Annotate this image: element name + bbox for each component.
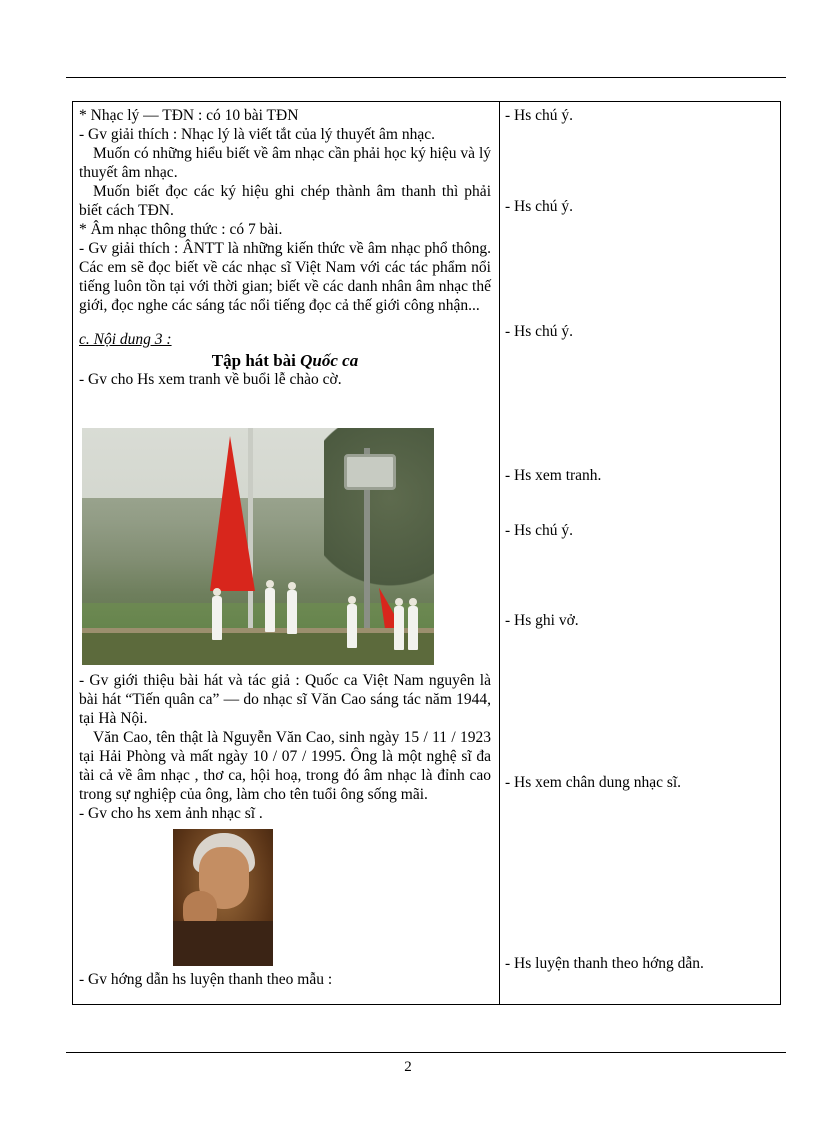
red-flag	[210, 436, 255, 591]
student-activity: - Hs chú ý.	[505, 198, 574, 215]
honor-guard	[347, 604, 357, 648]
flag-ceremony-photo	[82, 428, 434, 665]
student-activity: - Hs chú ý.	[505, 107, 574, 124]
platform	[82, 633, 434, 665]
student-activity: - Hs luyện thanh theo hớng dẫn.	[505, 955, 704, 972]
song-title	[79, 351, 491, 370]
header-rule	[66, 77, 786, 78]
explanation-general-music: - Gv giải thích : ÂNTT là những kiến thức về âm nhạc phổ thông. Các em sẽ đọc biết về các nhạc sĩ Việt Nam với các tác phẩm nổi tiếng luôn tồn tại với thời gian; biết về các danh nhân âm nhạc thế giới, đọc nghe các sáng tác nổi tiếng đọc cả thế giới công nhận...	[79, 240, 491, 314]
lesson-table	[72, 101, 781, 1005]
honor-guard	[265, 588, 275, 632]
teacher-activities-continued	[79, 671, 491, 823]
song-introduction: - Gv giới thiệu bài hát và tác giả : Quốc ca Việt Nam nguyên là bài hát “Tiến quân ca” — do nhạc sĩ Văn Cao sáng tác năm 1944, tại Hà Nội.	[79, 672, 491, 727]
general-music-line: * Âm nhạc thông thức : có 7 bài.	[79, 221, 283, 238]
show-portrait-line: - Gv cho hs xem ảnh nhạc sĩ .	[79, 805, 263, 822]
teacher-activities-end	[79, 970, 491, 989]
student-activity: - Hs chú ý.	[505, 323, 574, 340]
vocal-warmup-line: - Gv hớng dẫn hs luyện thanh theo mẫu :	[79, 971, 333, 988]
honor-guard	[212, 596, 222, 640]
section-heading: c. Nội dung 3 :	[79, 331, 172, 348]
song-title-prefix: Tập hát bài	[211, 351, 301, 370]
footer-rule	[66, 1052, 786, 1053]
student-activity: - Hs chú ý.	[505, 522, 574, 539]
paragraph-knowledge: Muốn có những hiểu biết về âm nhạc cần phải học ký hiệu và lý thuyết âm nhạc.	[79, 145, 491, 181]
column-divider	[499, 102, 500, 1004]
lamp-head	[344, 454, 396, 490]
music-theory-line: * Nhạc lý — TĐN : có 10 bài TĐN	[79, 107, 299, 124]
honor-guard	[408, 606, 418, 650]
composer-biography: Văn Cao, tên thật là Nguyễn Văn Cao, sinh ngày 15 / 11 / 1923 tại Hải Phòng và mất ngày 10 / 07 / 1995. Ông là một nghệ sĩ đa tài cả về âm nhạc , thơ ca, hội hoạ, trong đó âm nhạc là đỉnh cao trong sự nghiệp của ông, làm cho tên tuổi ông sống mãi.	[79, 729, 491, 803]
student-activity: - Hs xem chân dung nhạc sĩ.	[505, 774, 682, 791]
show-picture-line: - Gv cho Hs xem tranh về buổi lễ chào cờ.	[79, 371, 342, 388]
honor-guard	[394, 606, 404, 650]
composer-portrait-photo	[173, 829, 273, 966]
explanation-theory: - Gv giải thích : Nhạc lý là viết tắt của lý thuyết âm nhạc.	[79, 126, 435, 143]
song-title-name: Quốc ca	[300, 351, 359, 370]
portrait-coat	[173, 921, 273, 966]
honor-guard	[287, 590, 297, 634]
teacher-activities-column	[79, 106, 491, 389]
student-activity: - Hs xem tranh.	[505, 467, 602, 484]
student-activity: - Hs ghi vở.	[505, 612, 579, 629]
paragraph-reading: Muốn biết đọc các ký hiệu ghi chép thành âm thanh thì phải biết cách TĐN.	[79, 183, 491, 219]
page-number: 2	[404, 1059, 412, 1075]
